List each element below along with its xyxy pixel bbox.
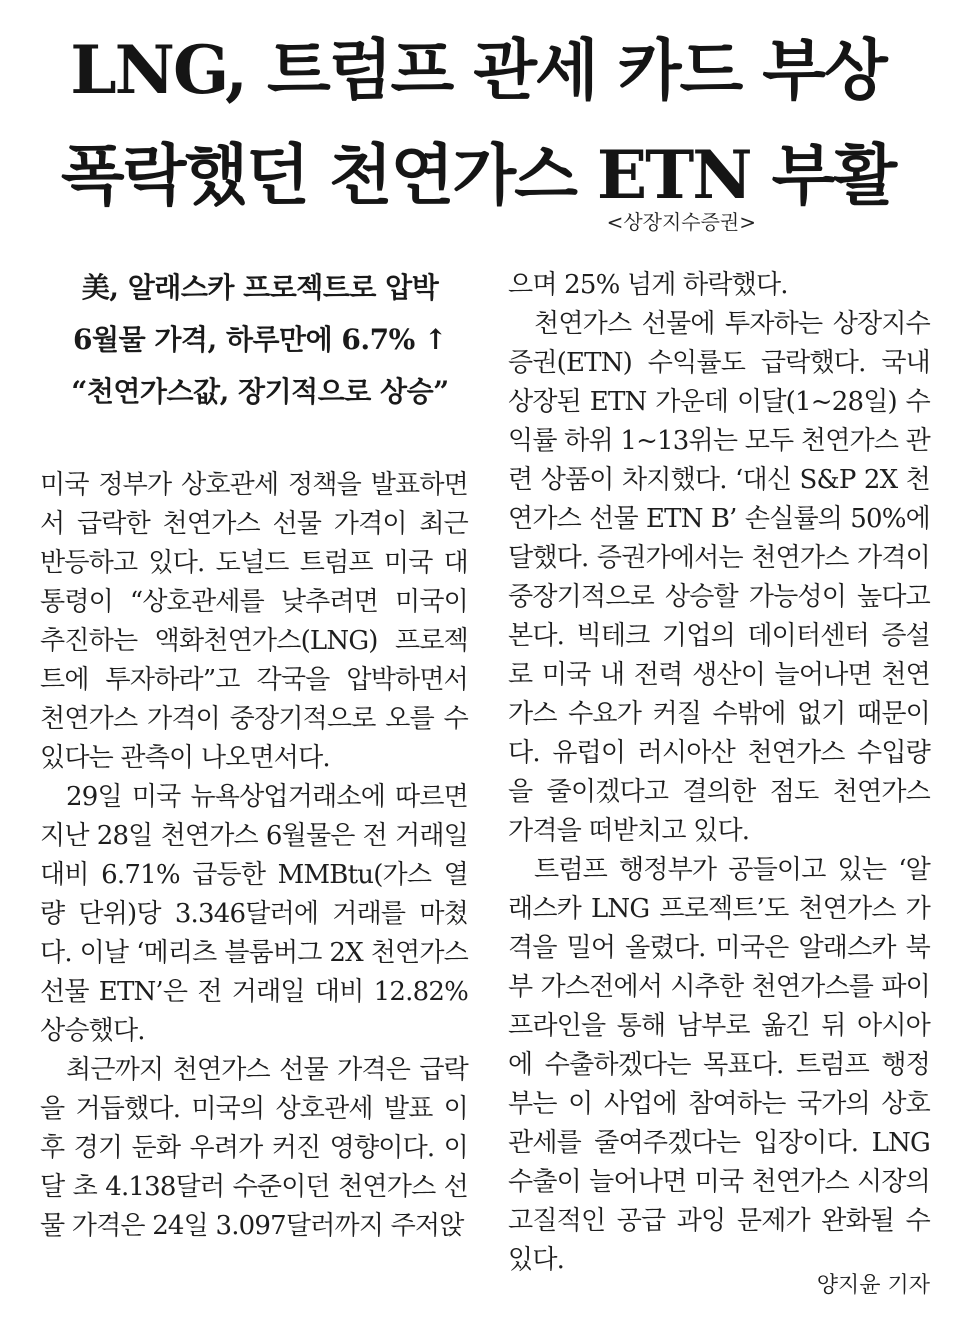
subheadline-1: 美, 알래스카 프로젝트로 압박 [81,271,439,304]
article-column-right [508,266,930,1280]
reporter-byline: 양지윤 기자 [816,1273,930,1298]
body-paragraph: 미국 정부가 상호관세 정책을 발표하면서 급락한 천연가스 선물 가격이 최근 반등하고 있다. 도널드 트럼프 미국 대통령이 “상호관세를 낮추려면 미국이 추진하는 액화천연가스(LNG) 프로젝트에 투자하라”고 각국을 압박하면서 천연가스 가격이 중장기적으로 오를 수 있다는 관측이 나오면서다. [40,470,468,773]
article-column-left [40,466,468,1246]
subheadline-block [40,262,480,418]
body-paragraph: 29일 미국 뉴욕상업거래소에 따르면 지난 28일 천연가스 6월물은 전 거래일 대비 6.71% 급등한 MMBtu(가스 열량 단위)당 3.346달러에 거래를 마쳤다. 이날 ‘메리츠 블룸버그 2X 천연가스 선물 ETN’은 전 거래일 대비 12.82% 상승했다. [40,782,468,1046]
body-paragraph: 으며 25% 넘게 하락했다. [508,270,788,300]
subheadline-2: 6월물 가격, 하루만에 6.7% ↑ [73,323,447,356]
section-tag: <상장지수증권> [606,210,756,234]
body-paragraph: 트럼프 행정부가 공들이고 있는 ‘알래스카 LNG 프로젝트’도 천연가스 가격을 밀어 올렸다. 미국은 알래스카 북부 가스전에서 시추한 천연가스를 파이프라인을 통해 남부로 옮긴 뒤 아시아에 수출하겠다는 목표다. 트럼프 행정부는 이 사업에 참여하는 국가의 상호관세를 줄여주겠다는 입장이다. LNG 수출이 늘어나면 미국 천연가스 시장의 고질적인 공급 과잉 문제가 완화될 수 있다. [508,855,930,1275]
headline-line-2: 폭락했던 천연가스 ETN 부활 [60,136,896,214]
body-paragraph: 최근까지 천연가스 선물 가격은 급락을 거듭했다. 미국의 상호관세 발표 이후 경기 둔화 우려가 커진 영향이다. 이달 초 4.138달러 수준이던 천연가스 선물 가격은 24일 3.097달러까지 주저앉 [40,1055,468,1241]
body-paragraph: 천연가스 선물에 투자하는 상장지수증권(ETN) 수익률도 급락했다. 국내 상장된 ETN 가운데 이달(1~28일) 수익률 하위 1~13위는 모두 천연가스 관련 상품이 차지했다. ‘대신 S&P 2X 천연가스 선물 ETN B’ 손실률의 50%에 달했다. 증권가에서는 천연가스 가격이 중장기적으로 상승할 가능성이 높다고 본다. 빅테크 기업의 데이터센터 증설로 미국 내 전력 생산이 늘어나면 천연가스 수요가 커질 수밖에 없기 때문이다. 유럽이 러시아산 천연가스 수입량을 줄이겠다고 결의한 점도 천연가스 가격을 떠받치고 있다. [508,309,930,846]
headline-line-1: LNG, 트럼프 관세 카드 부상 [70,31,886,109]
subheadline-3: “천연가스값, 장기적으로 상승” [71,375,449,408]
